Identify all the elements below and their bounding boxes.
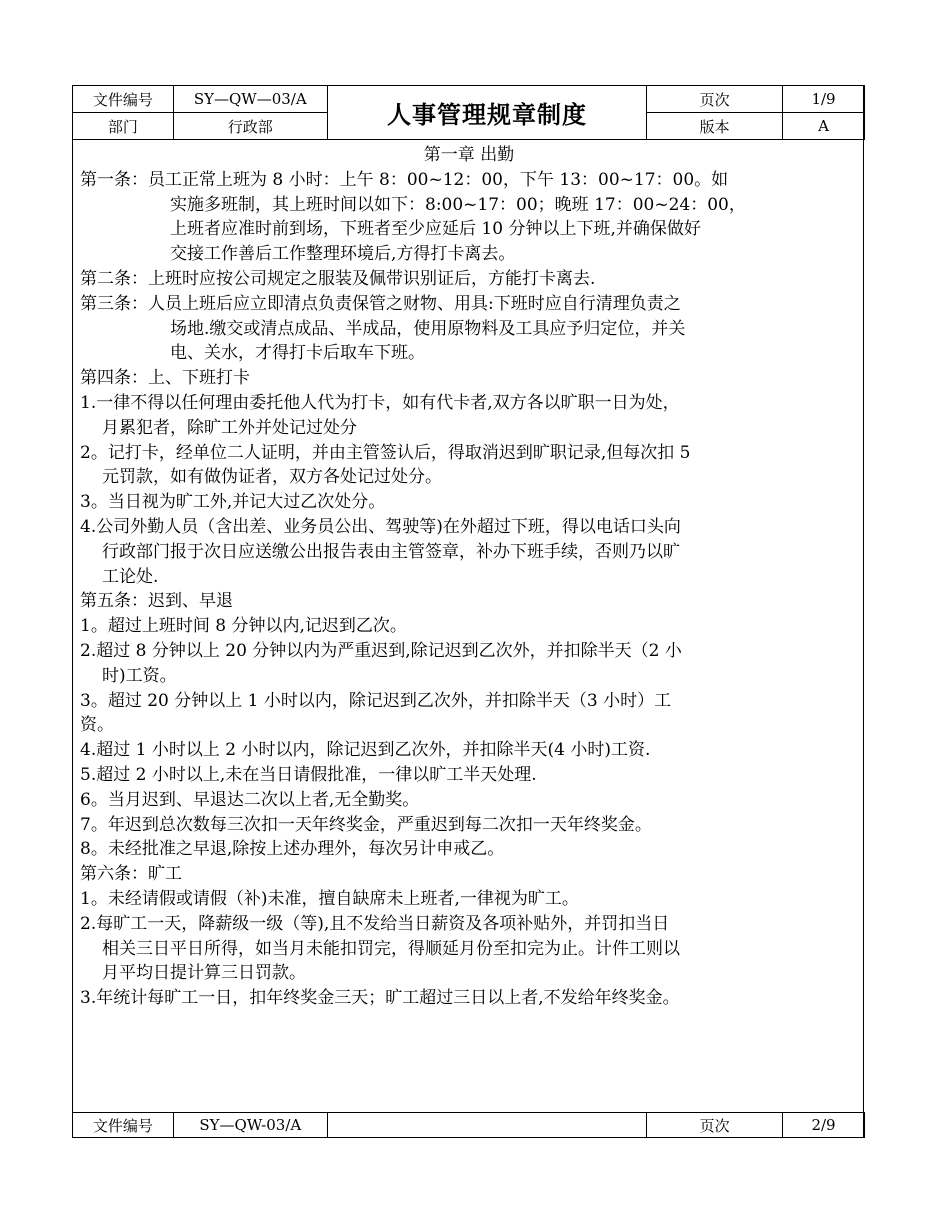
list-item: 1。未经请假或请假（补)未准，擅自缺席未上班者,一律视为旷工。: [80, 888, 579, 909]
document-title: 人事管理规章制度: [327, 86, 647, 140]
list-item-cont: 相关三日平日所得，如当月未能扣罚完，得顺延月份至扣完为止。计件工则以: [102, 938, 680, 959]
footer-spacer: [327, 1113, 647, 1138]
list-item-cont: 时)工资。: [102, 665, 177, 686]
article-6-heading: 第六条：旷工: [80, 864, 182, 885]
version-label: 版本: [647, 113, 783, 140]
doc-no-label: 文件编号: [73, 86, 174, 113]
list-item-cont: 元罚款，如有做伪证者，双方各处记过处分。: [102, 467, 442, 488]
list-item: 6。当月迟到、早退达二次以上者,无全勤奖。: [80, 789, 420, 810]
article-1: 第一条：员工正常上班为 8 小时：上午 8：00~12：00，下午 13：00~17：00。如: [80, 169, 729, 190]
list-item: 2.每旷工一天，降薪级一级（等),且不发给当日薪资及各项补贴外，并罚扣当日: [80, 913, 670, 934]
chapter-heading: 第一章 出勤: [423, 145, 515, 165]
list-item: 3。当日视为旷工外,并记大过乙次处分。: [80, 492, 386, 513]
article-5-heading: 第五条：迟到、早退: [80, 591, 233, 612]
list-item: 1.一律不得以任何理由委托他人代为打卡，如有代卡者,双方各以旷职一日为处，: [80, 392, 680, 413]
doc-no-value: SY—QW—03/A: [173, 86, 327, 113]
article-3: 第三条：人员上班后应立即清点负责保管之财物、用具:下班时应自行清理负责之: [80, 293, 681, 314]
header-table: [72, 85, 865, 140]
footer-doc-no-value: SY—QW-03/A: [173, 1113, 327, 1138]
list-item: 4.公司外勤人员（含出差、业务员公出、驾驶等)在外超过下班，得以电话口头向: [80, 516, 681, 537]
dept-value: 行政部: [173, 113, 327, 140]
article-4-heading: 第四条：上、下班打卡: [80, 368, 250, 389]
article-1-cont: 实施多班制，其上班时间以如下：8:00~17：00；晚班 17：00~24：00，: [170, 194, 746, 215]
article-2: 第二条：上班时应按公司规定之服装及佩带识别证后，方能打卡离去.: [80, 268, 596, 289]
list-item-cont: 行政部门报于次日应送缴公出报告表由主管签章，补办下班手续，否则乃以旷: [102, 541, 680, 562]
list-item: 2.超过 8 分钟以上 20 分钟以内为严重迟到,除记迟到乙次外，并扣除半天（2 小: [80, 640, 682, 661]
list-item: 3。超过 20 分钟以上 1 小时以内，除记迟到乙次外，并扣除半天（3 小时）工: [80, 690, 672, 711]
document-body: [80, 143, 858, 1011]
list-item: 7。年迟到总次数每三次扣一天年终奖金，严重迟到每二次扣一天年终奖金。: [80, 814, 652, 835]
list-item: 2。记打卡，经单位二人证明，并由主管签认后，得取消迟到旷职记录,但每次扣 5: [80, 442, 691, 463]
version-value: A: [783, 113, 865, 140]
page-value: 1/9: [783, 86, 865, 113]
article-3-cont: 电、关水，才得打卡后取车下班。: [170, 343, 425, 364]
dept-label: 部门: [73, 113, 174, 140]
footer-page-label: 页次: [647, 1113, 783, 1138]
list-item-cont: 月平均日提计算三日罚款。: [102, 963, 306, 984]
list-item: 5.超过 2 小时以上,未在当日请假批准，一律以旷工半天处理.: [80, 764, 537, 785]
list-item: 3.年统计每旷工一日，扣年终奖金三天；旷工超过三日以上者,不发给年终奖金。: [80, 988, 680, 1009]
list-item: 1。超过上班时间 8 分钟以内,记迟到乙次。: [80, 616, 407, 637]
list-item: 4.超过 1 小时以上 2 小时以内，除记迟到乙次外，并扣除半天(4 小时)工资.: [80, 740, 651, 761]
list-item-cont: 资。: [80, 715, 114, 736]
article-1-cont: 交接工作善后工作整理环境后,方得打卡离去。: [170, 244, 516, 265]
list-item-cont: 月累犯者，除旷工外并处记过处分: [102, 417, 357, 438]
article-3-cont: 场地.缴交或清点成品、半成品，使用原物料及工具应予归定位，并关: [170, 318, 686, 339]
footer-doc-no-label: 文件编号: [73, 1113, 174, 1138]
list-item: 8。未经批准之早退,除按上述办理外，每次另计申戒乙。: [80, 839, 505, 860]
page-label: 页次: [647, 86, 783, 113]
footer-table: [72, 1112, 865, 1138]
footer-page-value: 2/9: [783, 1113, 865, 1138]
list-item-cont: 工论处.: [102, 566, 159, 587]
article-1-cont: 上班者应准时前到场，下班者至少应延后 10 分钟以上下班,并确保做好: [170, 219, 701, 240]
